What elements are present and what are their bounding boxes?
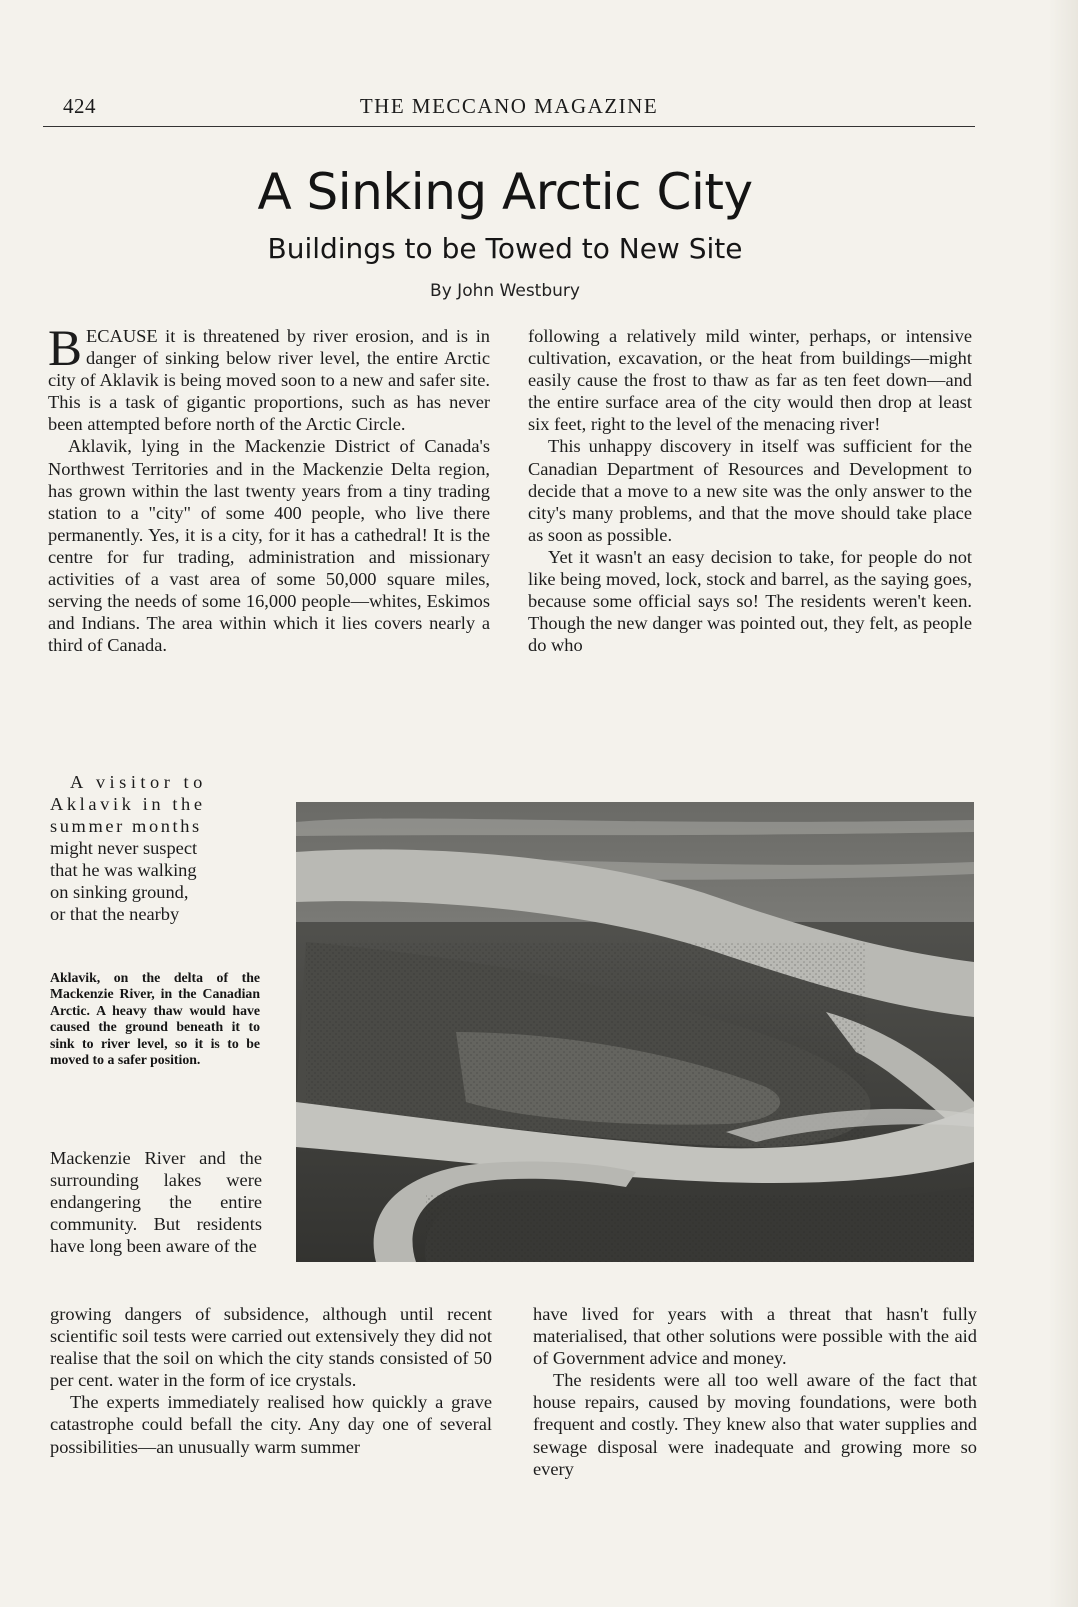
article-subtitle: Buildings to be Towed to New Site <box>267 232 743 265</box>
paragraph: The experts immediately realised how quickly a grave catastrophe could befall the city. Any day one of several possibilities—an unusually warm summer <box>50 1392 492 1457</box>
column-left-bottom <box>50 1303 492 1458</box>
paragraph <box>48 321 490 435</box>
column-right-bottom <box>533 1303 977 1480</box>
paragraph: This unhappy discovery in itself was sufficient for the Canadian Department of Resources and Development to decide that a move to a new site was the only answer to the city's many problems, and that the move should take place as soon as possible. <box>528 436 972 545</box>
paragraph: Aklavik, lying in the Mackenzie District of Canada's Northwest Territories and in the Mackenzie Delta region, has grown within the last twenty years from a tiny trading station to a "city" of some 400 people, who live there permanently. Yes, it is a city, for it has a cathedral! It is the centre for fur trading, administration and missionary activities of a vast area of some 50,000 square miles, serving the needs of some 16,000 people—whites, Eskimos and Indians. The area within which it lies covers nearly a third of Canada. <box>48 436 490 656</box>
text-line: that he was walking <box>50 860 197 880</box>
narrow-column-top <box>50 771 260 925</box>
article-byline: By John Westbury <box>430 281 580 301</box>
paragraph-text: ECAUSE it is threatened by river erosion, and is in danger of sinking below river level, the entire Arctic city of Aklavik is being moved soon to a new and safer site. This is a task of gigantic proportions, such as has never been attempted before north of the Arctic Circle. <box>48 326 490 435</box>
text-line: on sinking ground, <box>50 882 189 902</box>
drop-cap: B <box>48 321 83 377</box>
text-line: might never suspect <box>50 838 198 858</box>
paragraph: The residents were all too well aware of the fact that house repairs, caused by moving foundations, were both frequent and costly. They knew also that water supplies and sewage disposal were inadequate and growing more so every <box>533 1370 977 1479</box>
page-number: 424 <box>63 94 96 118</box>
aerial-photo-image <box>296 802 974 1262</box>
article-title: A Sinking Arctic City <box>257 163 753 221</box>
page-edge <box>1048 0 1078 1607</box>
photo-caption: Aklavik, on the delta of the Mackenzie River, in the Canadian Arctic. A heavy thaw would have caused the ground beneath it to sink to river level, so it is to be moved to a safer position. <box>50 970 260 1068</box>
text-line: A visitor to <box>70 772 207 792</box>
magazine-title: THE MECCANO MAGAZINE <box>359 94 659 118</box>
column-left-top <box>48 321 490 656</box>
text-line: Aklavik in the <box>50 794 206 814</box>
paragraph: have lived for years with a threat that hasn't fully materialised, that other solutions were possible with the aid of Government advice and money. <box>533 1304 977 1369</box>
text-line: summer months <box>50 816 202 836</box>
column-right-top <box>528 325 972 656</box>
paragraph: Yet it wasn't an easy decision to take, for people do not like being moved, lock, stock and barrel, as the saying goes, because some official says so! The residents weren't keen. Though the new danger was pointed out, they felt, as people do who <box>528 546 972 656</box>
narrow-column-bottom: Mackenzie River and the surrounding lakes were endangering the entire community. But residents have long been aware of the <box>50 1148 262 1256</box>
text-line: or that the nearby <box>50 904 180 924</box>
paragraph: following a relatively mild winter, perhaps, or intensive cultivation, excavation, or the heat from buildings—might easily cause the frost to thaw as far as ten feet down—and the entire surface area of the city would then drop at least six feet, right to the level of the menacing river! <box>528 326 972 435</box>
aerial-photo-aklavik <box>296 802 974 1262</box>
paragraph: growing dangers of subsidence, although until recent scientific soil tests were carried out extensively they did not realise that the soil on which the city stands consisted of 50 per cent. water in the form of ice crystals. <box>50 1304 492 1391</box>
page-header <box>43 94 975 127</box>
